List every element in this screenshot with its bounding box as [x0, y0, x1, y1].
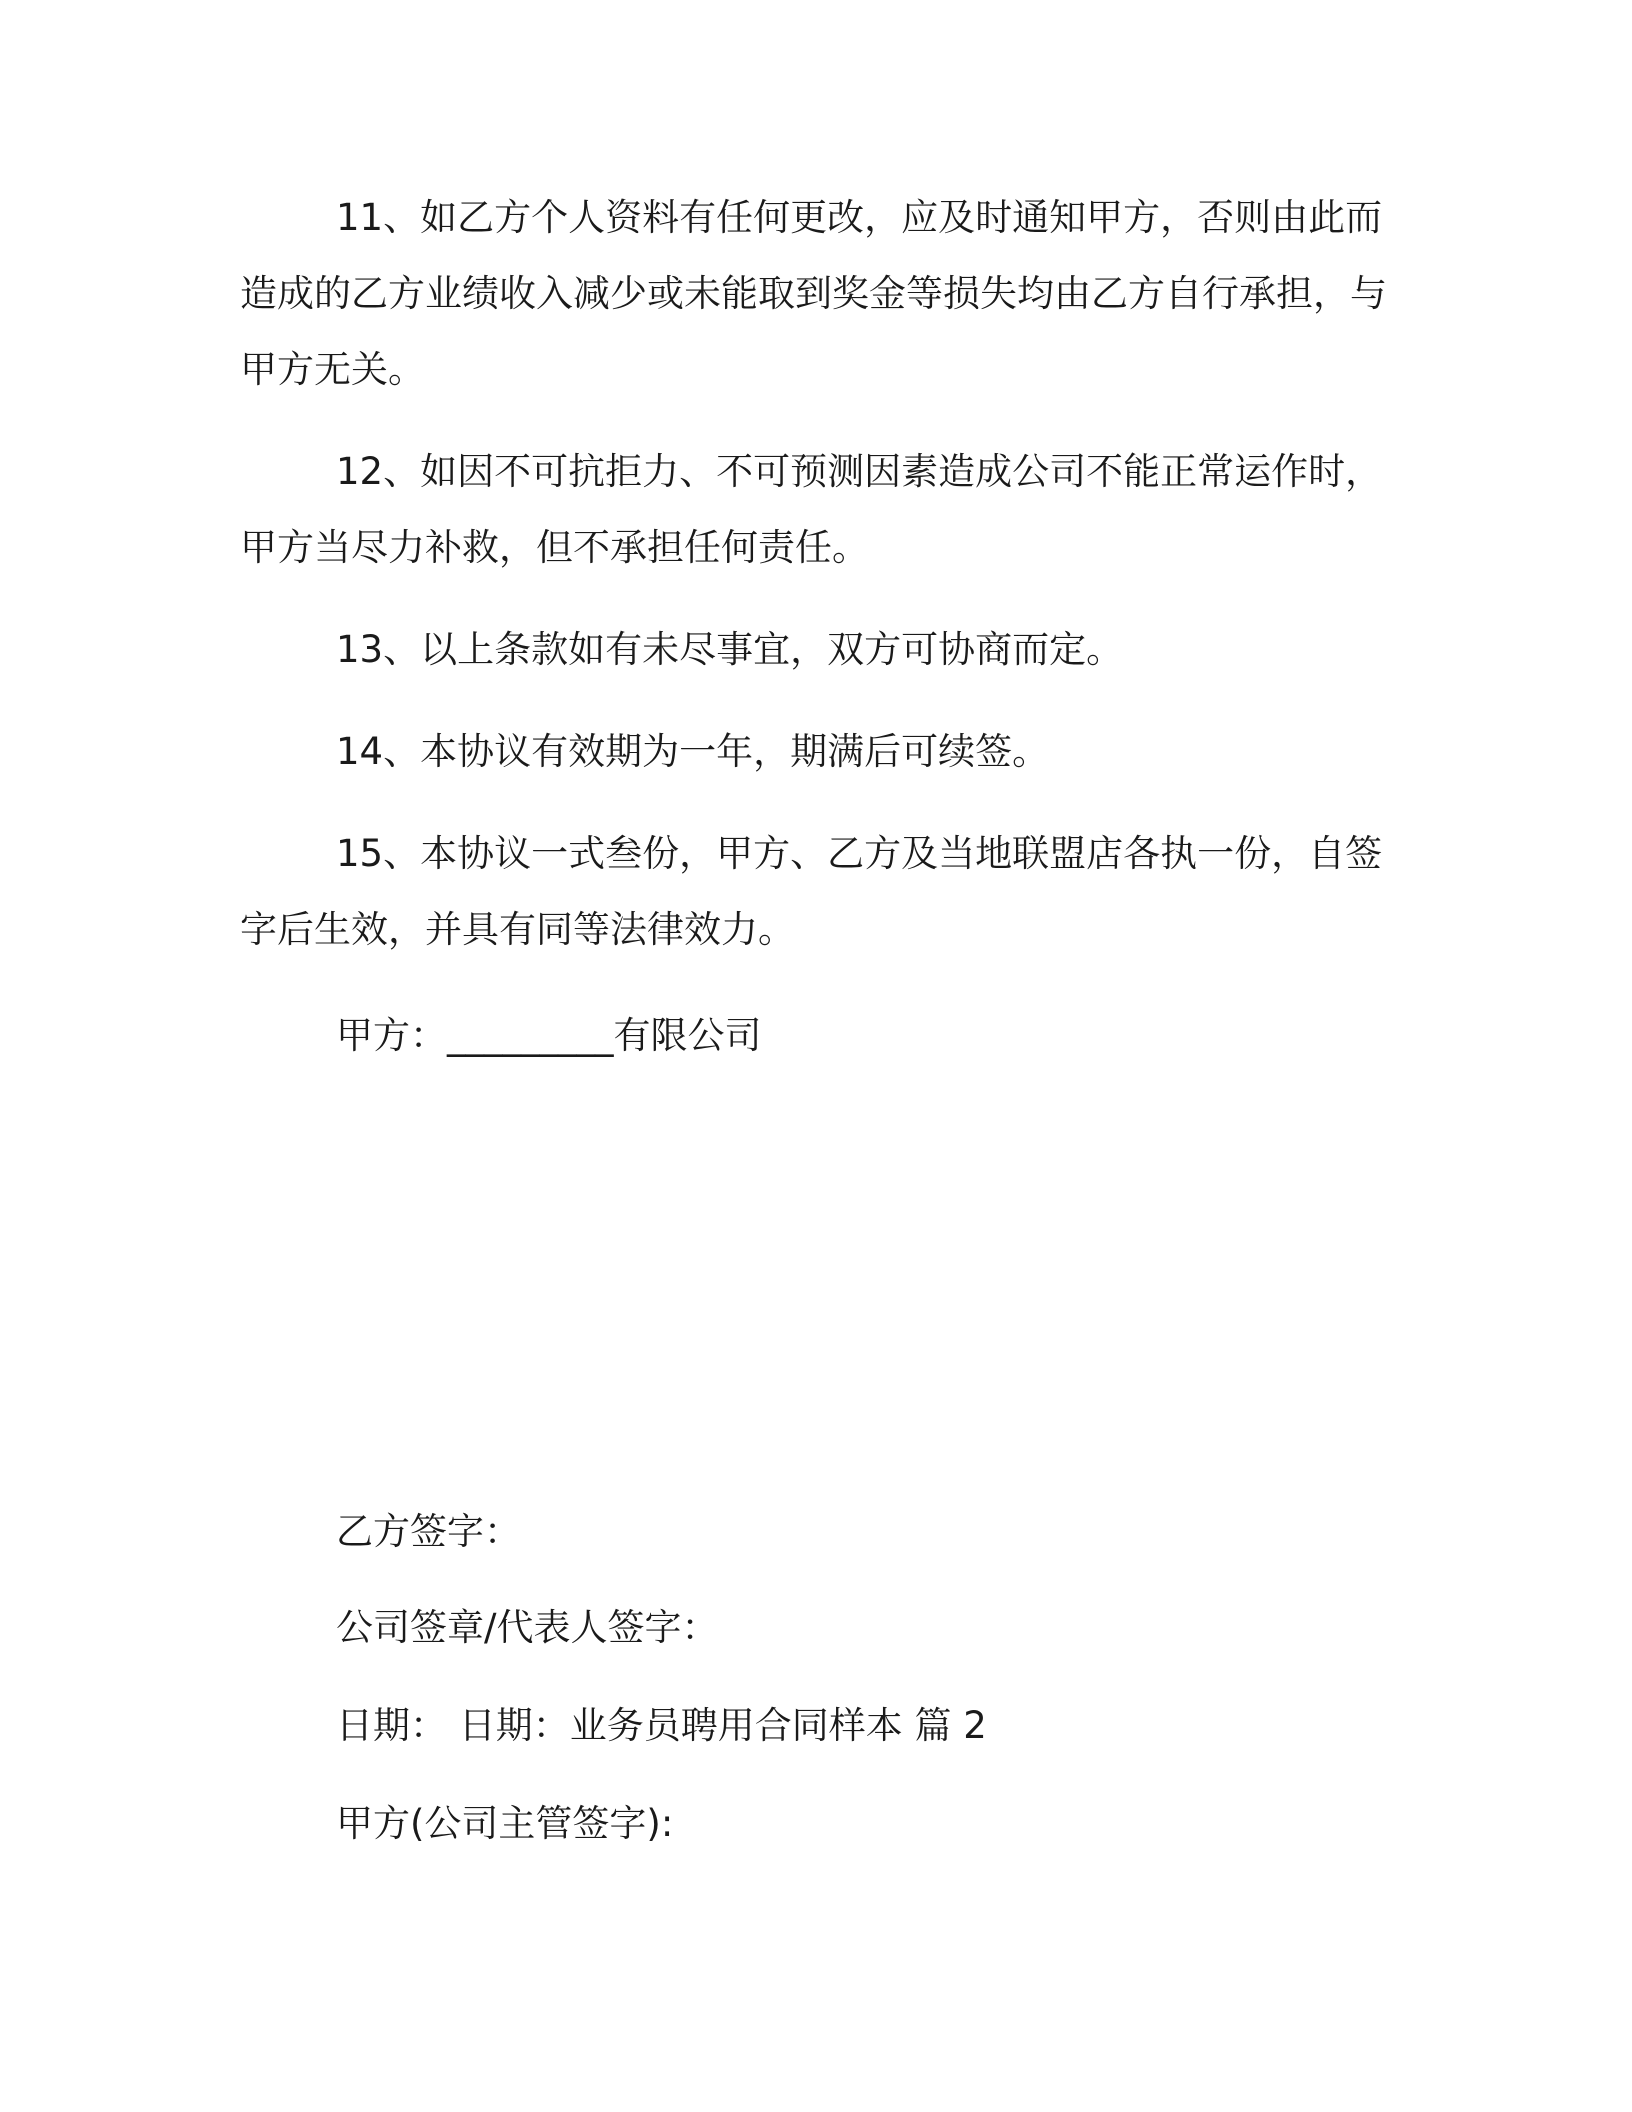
clause-11: 11、如乙方个人资料有任何更改，应及时通知甲方，否则由此而造成的乙方业绩收入减少或未能取到奖金等损失均由乙方自行承担，与甲方无关。 — [240, 196, 1387, 391]
company-seal-line: 公司签章/代表人签字： — [336, 1606, 719, 1649]
clause-13: 13、以上条款如有未尽事宜，双方可协商而定。 — [336, 628, 1124, 671]
party-b-signature-line: 乙方签字： — [336, 1510, 521, 1553]
clause-15: 15、本协议一式叁份，甲方、乙方及当地联盟店各执一份，自签字后生效，并具有同等法律效力。 — [240, 832, 1383, 951]
date-line: 日期： 日期：业务员聘用合同样本 篇 2 — [336, 1704, 987, 1747]
party-a-line: 甲方：_________有限公司 — [336, 1014, 762, 1057]
clause-12: 12、如因不可抗拒力、不可预测因素造成公司不能正常运作时，甲方当尽力补救，但不承担任何责任。 — [240, 450, 1383, 569]
clause-14: 14、本协议有效期为一年，期满后可续签。 — [336, 730, 1050, 773]
party-a-manager-line: 甲方(公司主管签字): — [336, 1802, 674, 1845]
